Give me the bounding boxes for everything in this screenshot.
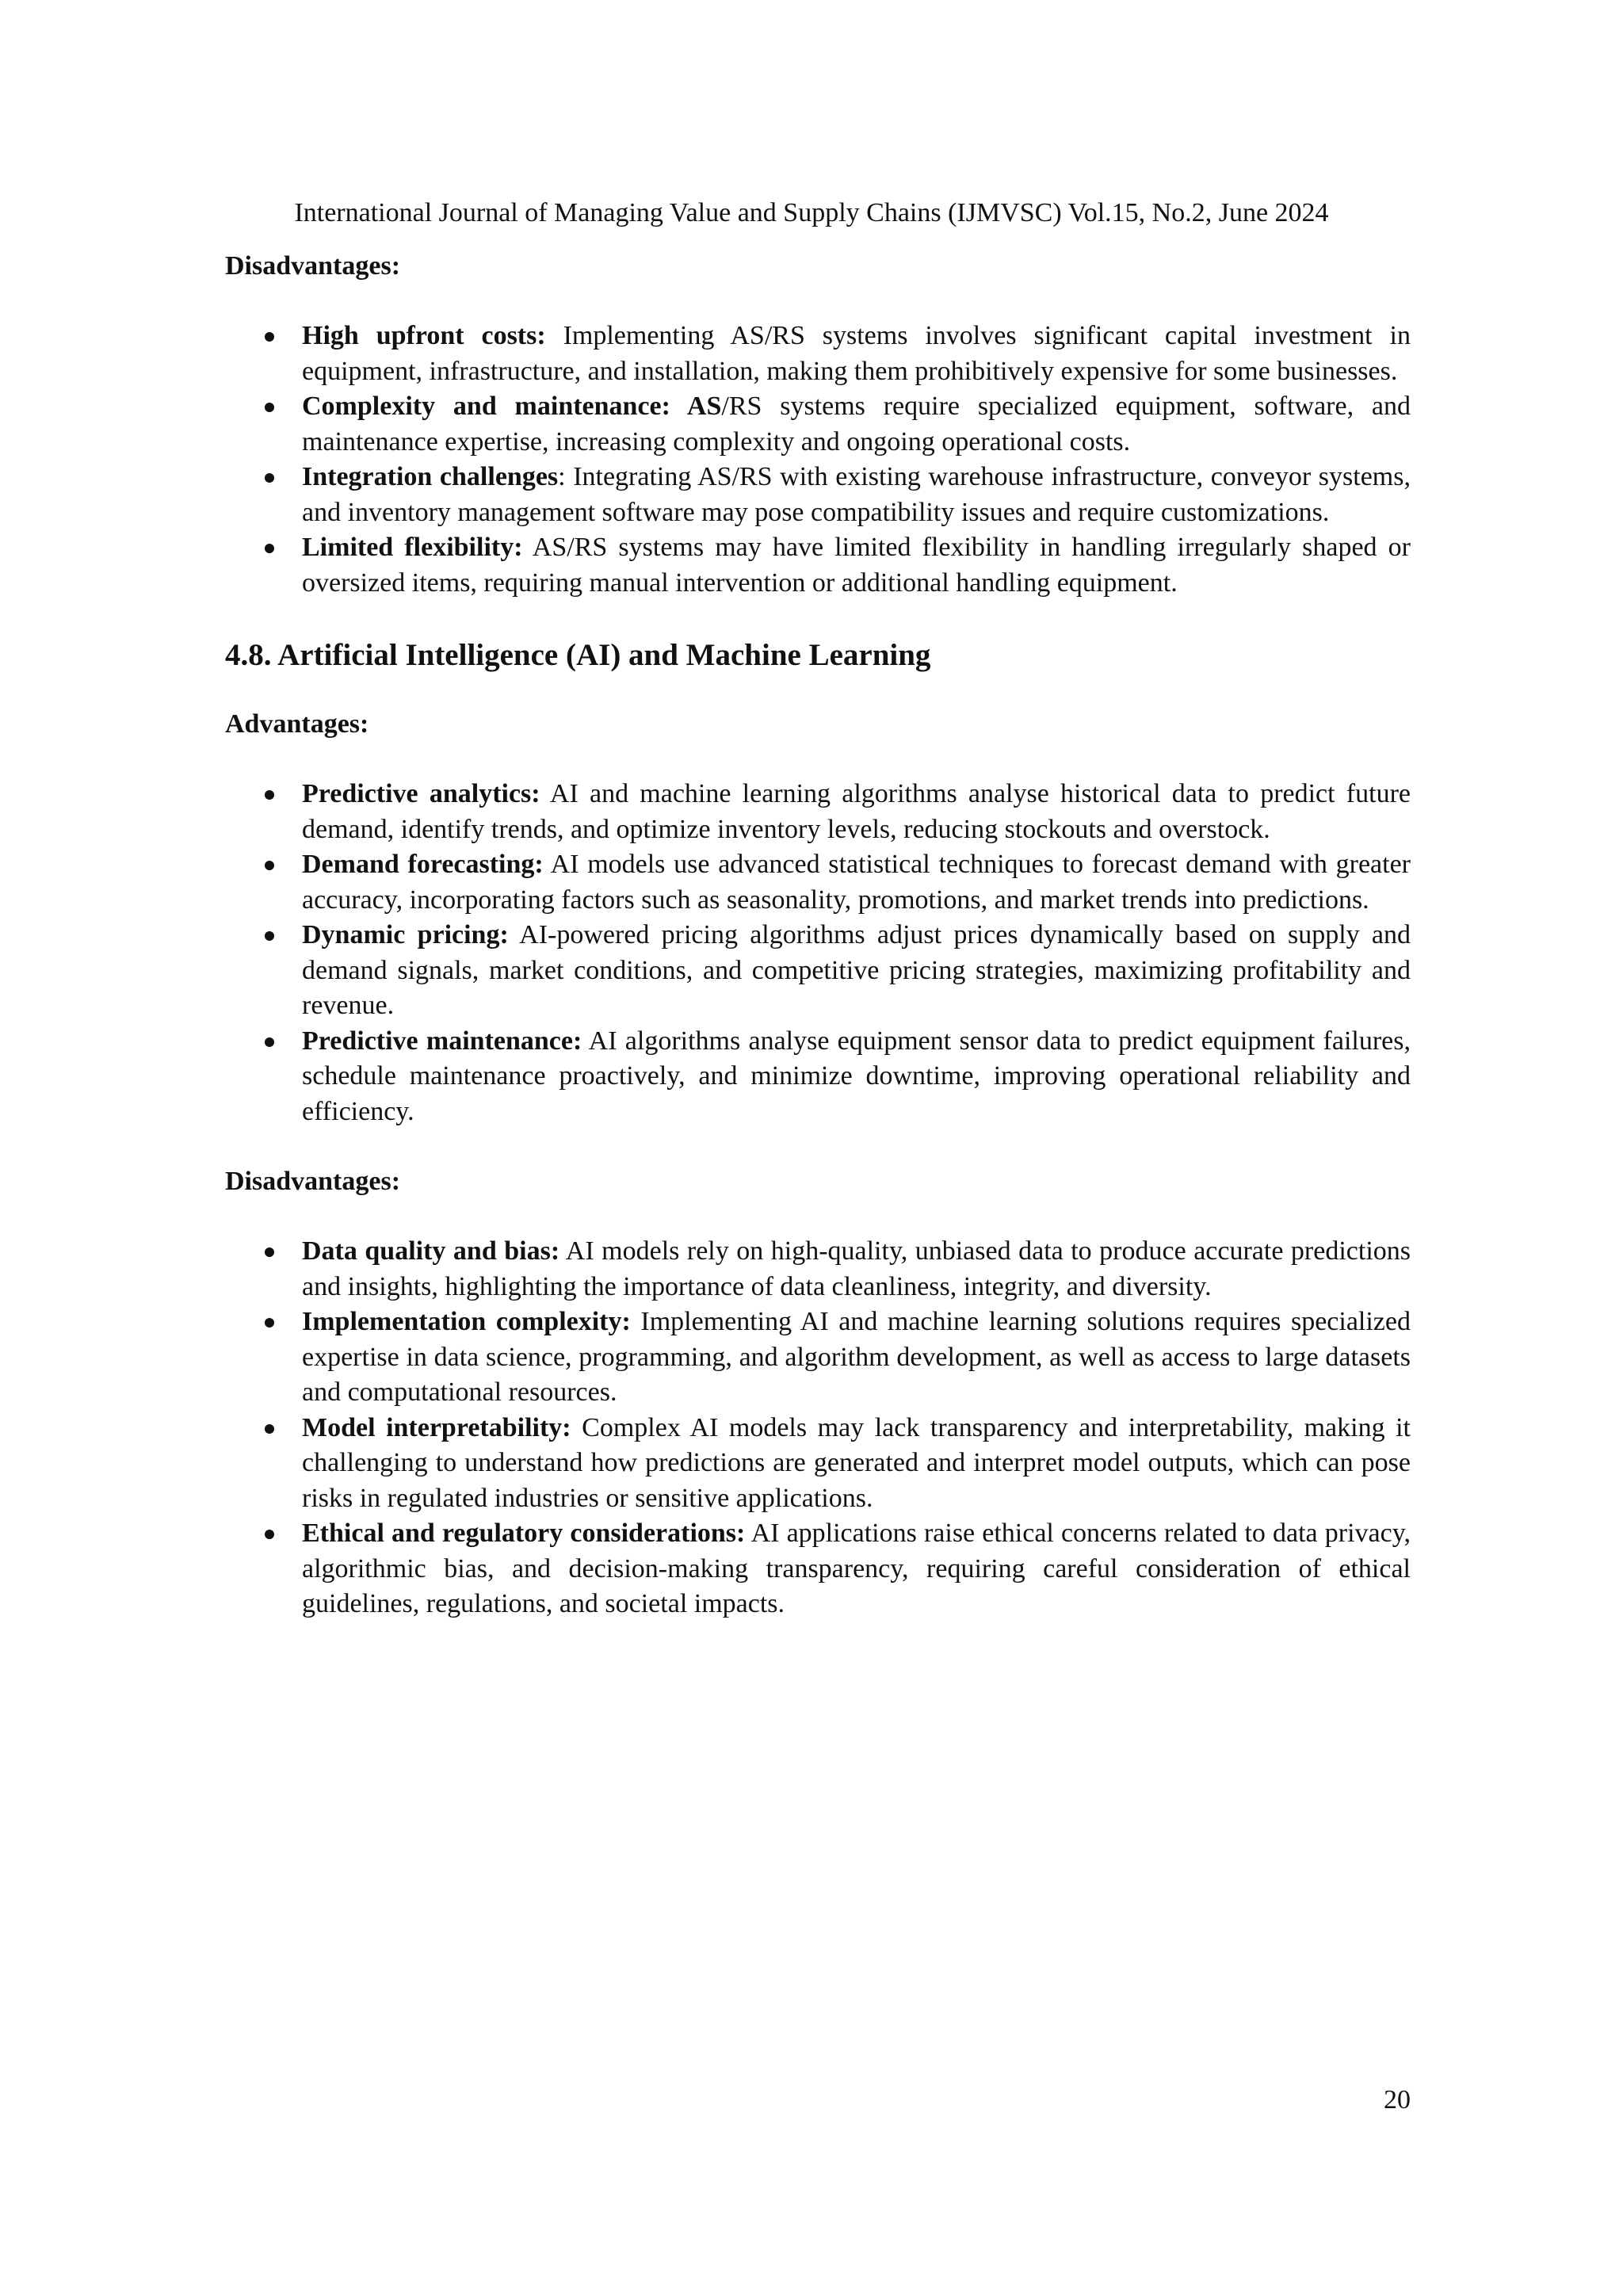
item-text: : Integrating AS/RS with existing warehouse infrastructure, conveyor systems, and inventory management software may pose compatibility issues and require customizations. [302,462,1411,527]
bullet-icon [265,1530,274,1539]
item-title: Dynamic pricing: [302,920,509,949]
item-text: Implementing AI and machine learning solutions requires specialized expertise in data science, programming, and algorithm development, as well as access to large datasets and computational resources. [302,1307,1411,1407]
item-text: AI algorithms analyse equipment sensor data to predict equipment failures, schedule maintenance proactively, and minimize downtime, improving operational reliability and efficiency. [302,1026,1411,1126]
list-item [225,1305,1411,1411]
bullet-icon [265,790,274,800]
item-title: Data quality and bias: [302,1236,560,1266]
ai-disadvantages-list [225,1234,1411,1622]
asrs-disadvantages-list [225,319,1411,601]
item-title: Predictive analytics: [302,779,540,808]
item-text: AI models rely on high-quality, unbiased data to produce accurate predictions and insights, highlighting the importance of data cleanliness, integrity, and diversity. [302,1236,1411,1301]
list-item [225,319,1411,389]
bullet-icon [265,931,274,941]
section-heading-ai: 4.8. Artificial Intelligence (AI) and Machine Learning [225,638,931,672]
item-text: AI models use advanced statistical techniques to forecast demand with greater accuracy, incorporating factors such as seasonality, promotions, and market trends into predictions. [302,850,1411,915]
list-item [225,847,1411,918]
item-title: Integration challenges [302,462,559,491]
list-item [225,1516,1411,1622]
item-title: Demand forecasting: [302,850,544,879]
item-title: Model interpretability: [302,1412,571,1442]
bullet-icon [265,1424,274,1434]
list-item [225,777,1411,847]
bullet-icon [265,544,274,553]
list-item [225,530,1411,601]
bullet-icon [265,403,274,412]
item-title: Implementation complexity: [302,1307,631,1336]
ai-advantages-list [225,777,1411,1129]
item-text: Implementing AS/RS systems involves significant capital investment in equipment, infrastructure, and installation, making them prohibitively expensive for some businesses. [302,321,1411,386]
item-title: High upfront costs: [302,321,546,350]
asrs-disadvantages-label: Disadvantages: [225,251,401,281]
item-text: AI and machine learning algorithms analyse historical data to predict future demand, identify trends, and optimize inventory levels, reducing stockouts and overstock. [302,779,1411,844]
page-content [225,249,1411,1657]
list-item [225,1234,1411,1305]
bullet-icon [265,473,274,483]
item-text: AS/RS systems may have limited flexibility in handling irregularly shaped or oversized items, requiring manual intervention or additional handling equipment. [302,533,1411,598]
item-text: /RS systems require specialized equipment, software, and maintenance expertise, increasing complexity and ongoing operational costs. [302,392,1411,457]
item-title: Complexity and maintenance: AS [302,392,722,421]
item-title: Limited flexibility: [302,533,523,562]
bullet-icon [265,861,274,870]
item-title: Predictive maintenance: [302,1026,582,1056]
ai-disadvantages-label: Disadvantages: [225,1167,401,1196]
list-item [225,460,1411,530]
item-text: AI-powered pricing algorithms adjust prices dynamically based on supply and demand signals, market conditions, and competitive pricing strategies, maximizing profitability and revenue. [302,920,1411,1020]
journal-header: International Journal of Managing Value and Supply Chains (IJMVSC) Vol.15, No.2, June 2024 [294,198,1329,227]
page-number: 20 [1384,2085,1411,2115]
list-item [225,389,1411,460]
bullet-icon [265,1037,274,1047]
item-text: Complex AI models may lack transparency and interpretability, making it challenging to understand how predictions are generated and interpret model outputs, which can pose risks in regulated industries or sensitive applications. [302,1412,1411,1513]
item-title: Ethical and regulatory considerations: [302,1519,746,1548]
list-item [225,1411,1411,1517]
list-item [225,1024,1411,1130]
list-item [225,918,1411,1024]
item-text: AI applications raise ethical concerns related to data privacy, algorithmic bias, and decision-making transparency, requiring careful consideration of ethical guidelines, regulations, and societal impacts. [302,1519,1411,1618]
ai-advantages-label: Advantages: [225,709,369,739]
bullet-icon [265,1318,274,1328]
bullet-icon [265,1247,274,1257]
bullet-icon [265,332,274,342]
